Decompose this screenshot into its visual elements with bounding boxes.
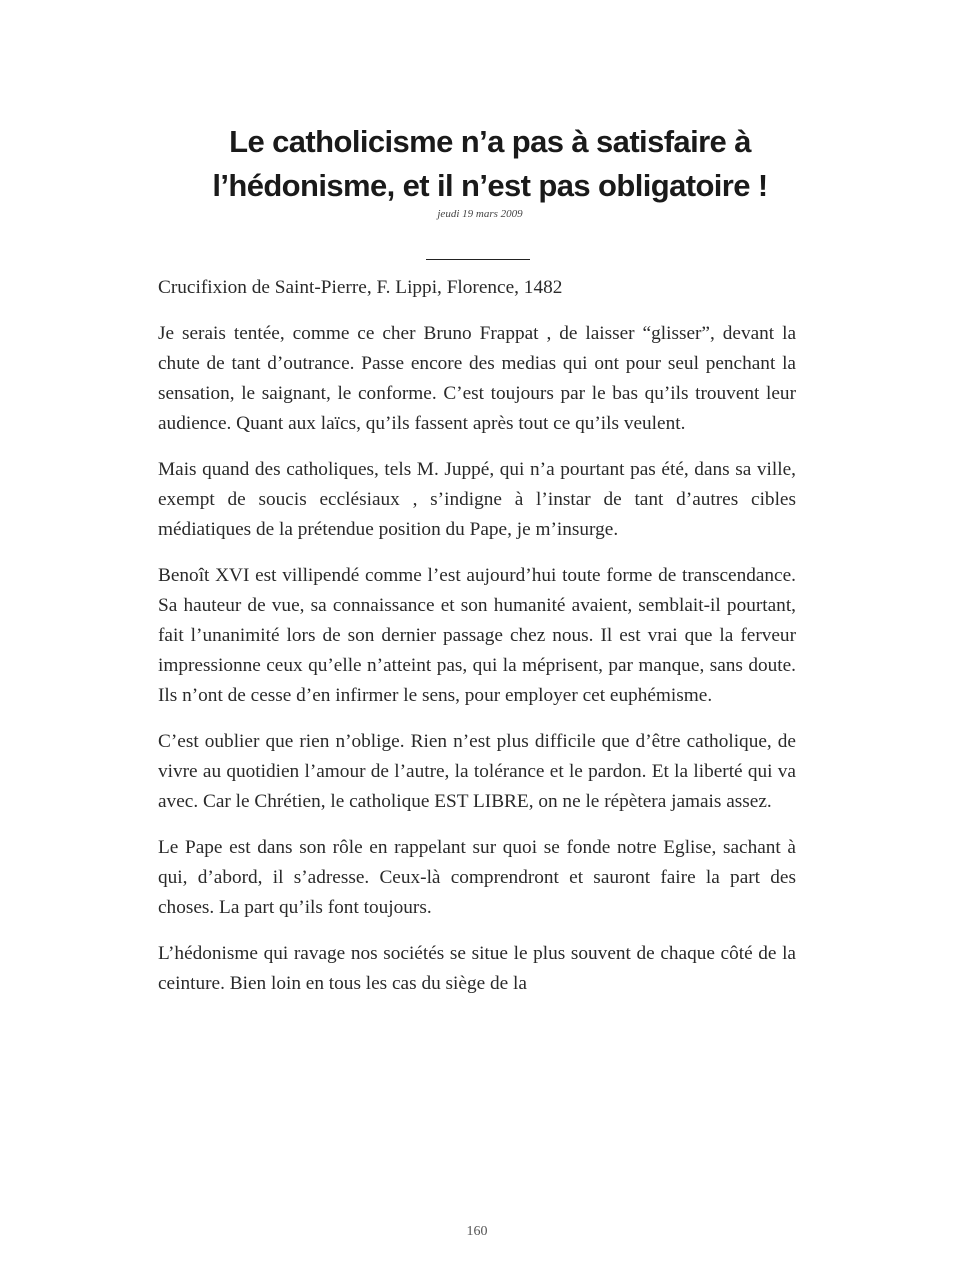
title-line-2: l’hédonisme, et il n’est pas obligatoire ! (212, 168, 768, 203)
image-caption: Crucifixion de Saint-Pierre, F. Lippi, Florence, 1482 (158, 277, 563, 298)
paragraph: Je serais tentée, comme ce cher Bruno Frappat , de laisser “glisser”, devant la chute de tant d’outrance. Passe encore des medias qui ont pour seul penchant la sensation, le saignant, le conforme. C’est toujours par le bas qu’ils trouvent leur audience. Quant aux laïcs, qu’ils fassent après tout ce qu’ils veulent. (158, 323, 796, 434)
separator-rule (426, 259, 530, 260)
article-date: jeudi 19 mars 2009 (437, 208, 523, 220)
paragraph: C’est oublier que rien n’oblige. Rien n’est plus difficile que d’être catholique, de vivre au quotidien l’amour de l’autre, la tolérance et le pardon. Et la liberté qui va avec. Car le Chrétien, le catholique EST LIBRE, on ne le répètera jamais assez. (158, 731, 796, 812)
paragraph: Benoît XVI est villipendé comme l’est aujourd’hui toute forme de transcendance. Sa hauteur de vue, sa connaissance et son humanité avaient, semblait-il pourtant, fait l’unanimité lors de son dernier passage chez nous. Il est vrai que la ferveur impressionne ceux qu’elle n’atteint pas, qui la méprisent, par manque, sans doute. Ils n’ont de cesse d’en infirmer le sens, pour employer cet euphémisme. (158, 565, 796, 706)
title-line-1: Le catholicisme n’a pas à satisfaire à (229, 124, 751, 159)
article-body (158, 273, 796, 1015)
paragraph: Le Pape est dans son rôle en rappelant sur quoi se fonde notre Eglise, sachant à qui, d’abord, il s’adresse. Ceux-là comprendront et sauront faire la part des choses. La part qu’ils font toujours. (158, 837, 796, 918)
paragraph: L’hédonisme qui ravage nos sociétés se situe le plus souvent de chaque côté de la ceinture. Bien loin en tous les cas du siège de la (158, 943, 796, 994)
article-title (120, 120, 860, 208)
paragraph: Mais quand des catholiques, tels M. Juppé, qui n’a pourtant pas été, dans sa ville, exempt de soucis ecclésiaux , s’indigne à l’instar de tant d’autres cibles médiatiques de la prétendue position du Pape, je m’insurge. (158, 459, 796, 540)
page-number: 160 (466, 1224, 488, 1239)
